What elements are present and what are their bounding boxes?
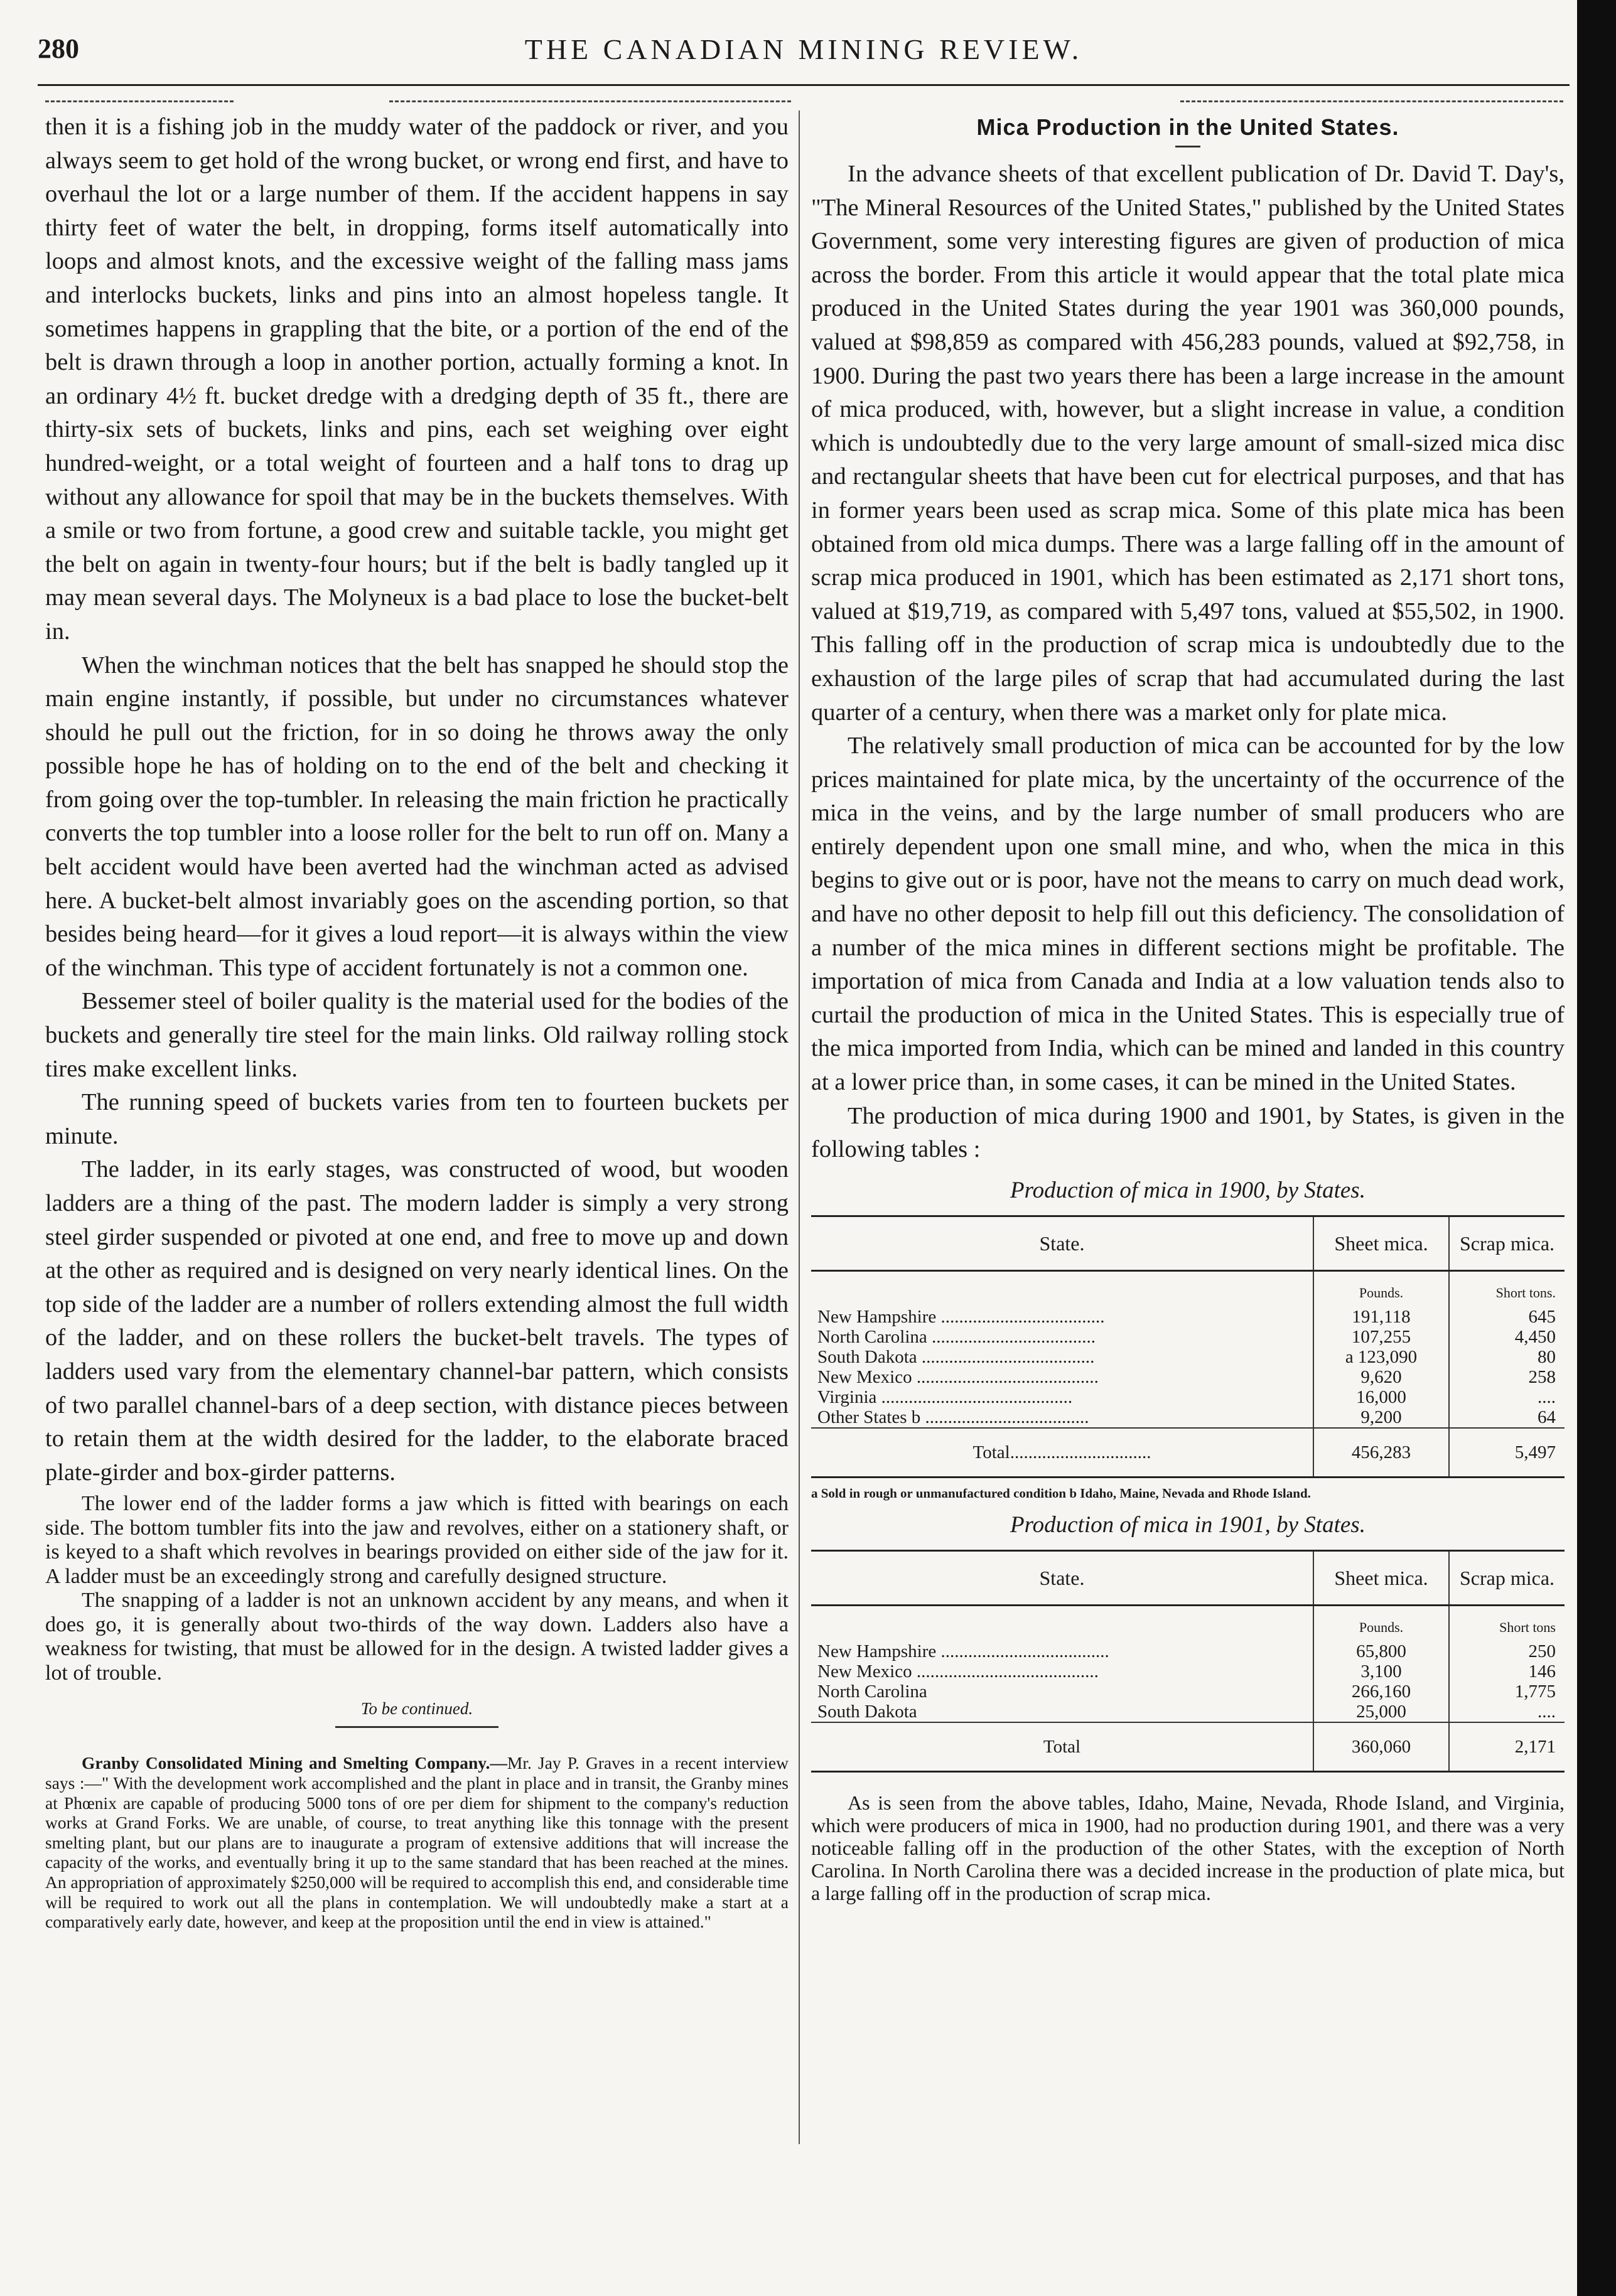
table-row	[811, 1407, 1565, 1428]
table-footnote: a Sold in rough or unmanufactured condition b Idaho, Maine, Nevada and Rhode Island.	[811, 1485, 1311, 1501]
table-row	[811, 1387, 1565, 1407]
table-caption-1901: Production of mica in 1901, by States.	[1010, 1511, 1366, 1538]
column-header: State.	[811, 1550, 1313, 1605]
scrap-cell: 1,775	[1449, 1682, 1565, 1702]
section-rule	[335, 1726, 498, 1728]
table-row	[811, 1367, 1565, 1387]
paragraph: When the winchman notices that the belt has snapped he should stop the main engine instantly, if possible, but under no circumstances whatever should he pull out the friction, for in so doing he throws away the only possible hope he has of holding on to the end of the belt and checking it from going over the top-tumbler. In releasing the main friction he practically converts the top tumbler into a loose roller for the belt to run off on. Many a belt accident would have been averted had the winchman acted as advised here. A bucket-belt almost invariably goes on the ascending portion, so that besides being heard—for it gives a loud report—it is always within the view of the winchman. This type of accident fortunately is not a common one.	[45, 652, 789, 981]
closing-paragraph: As is seen from the above tables, Idaho, Maine, Nevada, Rhode Island, and Virginia, which were producers of mica in 1900, had no production during 1901, and there was a very noticeable falling off in the production of the other States, with the exception of North Carolina. In North Carolina there was a decided increase in the production of plate mica, but a large falling off in the production of scrap mica.	[811, 1791, 1565, 1904]
paragraph: In the advance sheets of that excellent publication of Dr. David T. Day's, "The Mineral Resources of the United States," published by the United States Government, some very interesting figures are given of production of mica across the border. From this article it would appear that the total plate mica produced in the United States during the year 1901 was 360,000 pounds, valued at $98,859 as compared with 456,283 pounds, valued at $92,758, in 1900. During the past two years there has been a large increase in the amount of mica produced, with, however, but a slight increase in value, a condition which is undoubtedly due to the very large amount of small-sized mica disc and rectangular sheets that have been cut for electrical purposes, and that has in former years been used as scrap mica. Some of this plate mica has been obtained from old mica dumps. There was a large falling off in the amount of scrap mica produced in 1901, which has been estimated as 2,171 short tons, valued at $19,719, as compared with 5,497 tons, valued at $55,502, in 1900. This falling off in the production of scrap mica is undoubtedly due to the exhaustion of the large piles of scrap that had accumulated during the last quarter of a century, when there was a market only for plate mica.	[811, 161, 1565, 726]
sheet-cell: 191,118	[1313, 1307, 1449, 1327]
total-label: Total...............................	[811, 1428, 1313, 1478]
table-header-row	[811, 1550, 1565, 1605]
state-cell: New Hampshire ....................................	[817, 1306, 1105, 1327]
table-row	[811, 1307, 1565, 1327]
dredge-article-body	[45, 110, 789, 1489]
column-header: Scrap mica.	[1449, 1550, 1565, 1605]
closing-section	[811, 1791, 1565, 1904]
scrap-cell: 250	[1449, 1641, 1565, 1661]
scrap-cell: ....	[1449, 1387, 1565, 1407]
news-item-lead: Granby Consolidated Mining and Smelting Company.—	[82, 1753, 507, 1773]
scrap-cell: 146	[1449, 1661, 1565, 1682]
state-cell: New Mexico ........................................	[817, 1661, 1099, 1682]
sheet-cell: 3,100	[1313, 1661, 1449, 1682]
table-row	[811, 1661, 1565, 1682]
header-dash-rule-left	[45, 100, 234, 102]
granby-news-item	[45, 1753, 789, 1931]
state-cell: North Carolina ....................................	[817, 1326, 1096, 1347]
to-be-continued: To be continued.	[360, 1699, 473, 1719]
paragraph: The lower end of the ladder forms a jaw which is fitted with bearings on each side. The bottom tumbler fits into the jaw and revolves, either on a stationery shaft, or is keyed to a shaft which revolves in bearings provided on either side of the jaw for it. A ladder must be an exceedingly strong and carefully designed structure.	[45, 1492, 789, 1588]
total-row	[811, 1722, 1565, 1772]
total-scrap: 2,171	[1449, 1722, 1565, 1772]
table-row	[811, 1682, 1565, 1702]
table-row	[811, 1327, 1565, 1347]
sheet-cell: 107,255	[1313, 1327, 1449, 1347]
unit-cell: Pounds.	[1313, 1605, 1449, 1641]
scrap-cell: 4,450	[1449, 1327, 1565, 1347]
page-header	[38, 33, 1570, 77]
total-sheet: 360,060	[1313, 1722, 1449, 1772]
column-divider	[799, 110, 800, 2144]
title-rule	[1175, 146, 1200, 148]
sheet-cell: 9,620	[1313, 1367, 1449, 1387]
state-cell: South Dakota ......................................	[817, 1346, 1095, 1367]
right-column	[811, 110, 1565, 1904]
paragraph: then it is a fishing job in the muddy water of the paddock or river, and you always seem to get hold of the wrong bucket, or wrong end first, and have to overhaul the lot or a large number of them. If the accident happens in say thirty feet of water the belt, in dropping, forms itself automatically into loops and almost knots, and the excessive weight of the falling mass jams and interlocks buckets, links and pins into an almost hopeless tangle. It sometimes happens in grappling that the bite, or a portion of the end of the belt is drawn through a loop in another portion, actually forming a knot. In an ordinary 4½ ft. bucket dredge with a dredging depth of 35 ft., there are thirty-six sets of buckets, links and pins, each set weighing over eight hundred-weight, or a total weight of fourteen and a half tons to drag up without any allowance for spoil that may be in the buckets themselves. With a smile or two from fortune, a good crew and suitable tackle, you might get the belt on again in twenty-four hours; but if the belt is badly tangled up it may mean several days. The Molyneux is a bad place to lose the bucket-belt in.	[45, 114, 789, 645]
table-row	[811, 1641, 1565, 1661]
units-row	[811, 1605, 1565, 1641]
paragraph: The snapping of a ladder is not an unknown accident by any means, and when it does go, it is generally about two-thirds of the way down. Ladders also have a weakness for twisting, that must be allowed for in the design. A twisted ladder gives a lot of trouble.	[45, 1589, 789, 1685]
section-title: Mica Production in the United States.	[976, 114, 1399, 140]
sheet-cell: 266,160	[1313, 1682, 1449, 1702]
dredge-article-body-small	[45, 1492, 789, 1685]
sheet-cell: 25,000	[1313, 1702, 1449, 1722]
unit-cell: Short tons	[1449, 1605, 1565, 1641]
scrap-cell: 258	[1449, 1367, 1565, 1387]
header-dash-rule-center	[389, 100, 791, 102]
total-scrap: 5,497	[1449, 1428, 1565, 1478]
scrap-cell: 80	[1449, 1347, 1565, 1367]
sheet-cell: a 123,090	[1313, 1347, 1449, 1367]
paragraph: The running speed of buckets varies from ten to fourteen buckets per minute.	[45, 1089, 789, 1149]
total-row	[811, 1428, 1565, 1478]
header-rule	[38, 84, 1570, 86]
sheet-cell: 16,000	[1313, 1387, 1449, 1407]
column-header: Scrap mica.	[1449, 1216, 1565, 1270]
unit-cell	[811, 1270, 1313, 1307]
left-column	[45, 110, 789, 1932]
state-cell: New Mexico ........................................	[817, 1366, 1099, 1387]
sheet-cell: 65,800	[1313, 1641, 1449, 1661]
total-sheet: 456,283	[1313, 1428, 1449, 1478]
page-number: 280	[38, 33, 79, 64]
unit-cell: Pounds.	[1313, 1270, 1449, 1307]
table-header-row	[811, 1216, 1565, 1270]
state-cell: North Carolina	[817, 1681, 927, 1702]
table-row	[811, 1347, 1565, 1367]
column-header: State.	[811, 1216, 1313, 1270]
column-header: Sheet mica.	[1313, 1550, 1449, 1605]
scrap-cell: 645	[1449, 1307, 1565, 1327]
column-header: Sheet mica.	[1313, 1216, 1449, 1270]
paragraph: Bessemer steel of boiler quality is the material used for the bodies of the buckets and generally tire steel for the main links. Old railway rolling stock tires make excellent links.	[45, 988, 789, 1082]
state-cell: Other States b ....................................	[817, 1407, 1089, 1427]
running-title: THE CANADIAN MINING REVIEW.	[524, 33, 1083, 65]
state-cell: Virginia ..........................................	[817, 1387, 1073, 1407]
table-caption-1900: Production of mica in 1900, by States.	[1010, 1177, 1366, 1203]
mica-table-1900	[811, 1215, 1565, 1478]
header-dash-rule-right	[1180, 100, 1563, 102]
paragraph: The production of mica during 1900 and 1901, by States, is given in the following tables :	[811, 1102, 1565, 1163]
scrap-cell: ....	[1449, 1702, 1565, 1722]
mica-article-body	[811, 158, 1565, 1167]
state-cell: New Hampshire .....................................	[817, 1641, 1109, 1661]
state-cell: South Dakota	[817, 1701, 917, 1722]
news-item-text: Mr. Jay P. Graves in a recent interview says :—" With the development work accomplished and the plant in place and in transit, the Granby mines at Phœnix are capable of producing 5000 tons of ore per diem for shipment to the company's reduction works at Grand Forks. We are unable, of course, to treat anything like this tonnage with the present smelting plant, but our plans are to inaugurate a program of extensive additions that will increase the capacity of the works, and eventually bring it up to the same standard that has been reached at the mines. An appropriation of approximately $250,000 will be required to accomplish this end, and considerable time will be required to work out all the plans in contemplation. We will undoubtedly make a start at a comparatively early date, however, and keep at the proposition until the end in view is attained."	[45, 1753, 789, 1932]
total-label: Total	[811, 1722, 1313, 1772]
unit-cell: Short tons.	[1449, 1270, 1565, 1307]
unit-cell	[811, 1605, 1313, 1641]
units-row	[811, 1270, 1565, 1307]
paragraph: The relatively small production of mica can be accounted for by the low prices maintained for plate mica, by the uncertainty of the occurrence of the mica in the veins, and by the large number of small producers who are entirely dependent upon one small mine, and who, when the mica in this begins to give out or is poor, have not the means to carry on much dead work, and have no other deposit to help fill out this deficiency. The consolidation of a number of the mica mines in different sections might be profitable. The importation of mica from Canada and India at a low valuation tends also to curtail the production of mica in the United States. This is especially true of the mica imported from India, which can be mined and landed in this country at a lower price than, in some cases, it can be mined in the United States.	[811, 732, 1565, 1096]
scrap-cell: 64	[1449, 1407, 1565, 1428]
sheet-cell: 9,200	[1313, 1407, 1449, 1428]
table-row	[811, 1702, 1565, 1722]
scan-edge-bar	[1577, 0, 1616, 2296]
paragraph: The ladder, in its early stages, was constructed of wood, but wooden ladders are a thing of the past. The modern ladder is simply a very strong steel girder suspended or pivoted at one end, and free to move up and down at the other as required and is designed on very nearly identical lines. On the top side of the ladder are a number of rollers extending almost the full width of the ladder, and on these rollers the bucket-belt travels. The types of ladders used vary from the elementary channel-bar pattern, which consists of two parallel channel-bars of a deep section, with distance pieces between to retain them at the width desired for the ladder, to the elaborate braced plate-girder and box-girder patterns.	[45, 1156, 789, 1486]
mica-table-1901	[811, 1550, 1565, 1773]
